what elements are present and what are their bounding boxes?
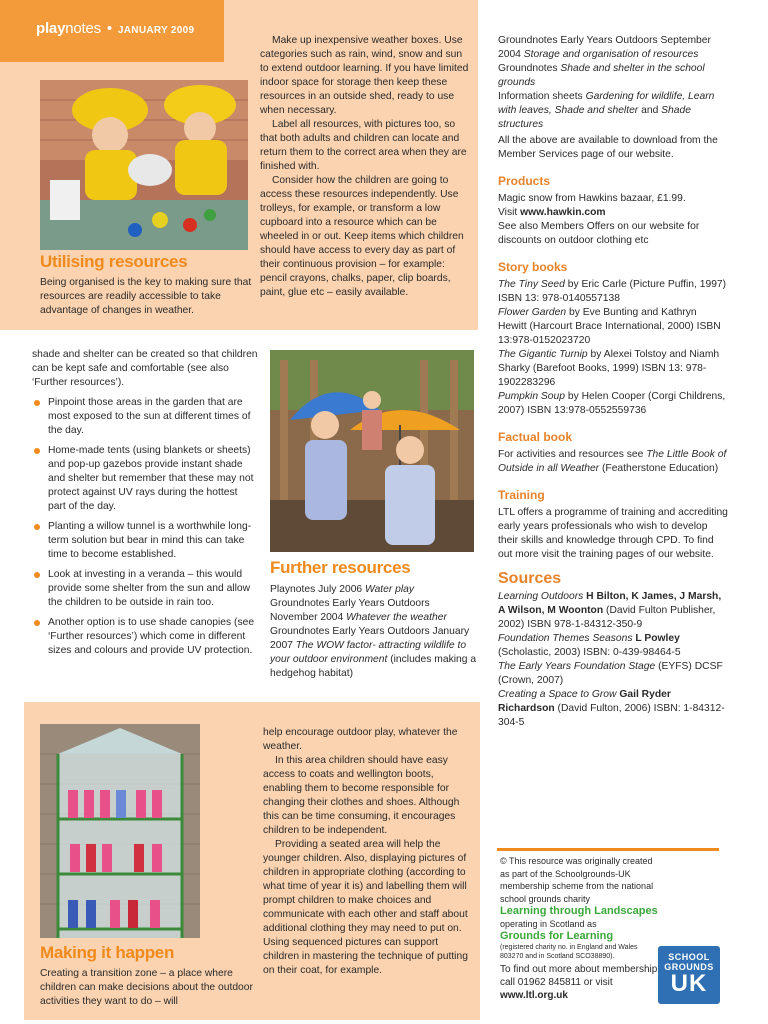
list-item: Look at investing in a veranda – this would provide some shelter from the sun and allow the children to be outside in rain too. bbox=[32, 568, 258, 610]
download-note: All the above are available to download from the Member Services page of our website. bbox=[498, 135, 718, 160]
shade-intro: shade and shelter can be created so that children can be kept safe and comfortable (see also ‘Further resources’). bbox=[32, 349, 258, 388]
list-item: Home-made tents (using blankets or sheets) and pop-up gazebos provide instant shade and shelter but remember that these may not protect against UV rays during the hottest part of the day. bbox=[32, 444, 258, 514]
photo-boot-rack bbox=[40, 724, 200, 938]
utilising-body bbox=[260, 34, 472, 300]
making-p1: help encourage outdoor play, whatever the weather. bbox=[263, 727, 458, 752]
ltl-website-link[interactable]: www.ltl.org.uk bbox=[500, 989, 568, 1001]
further-ref-3: Groundnotes Early Years Outdoors January 2007 The WOW factor- attracting wildlife to your outdoor environment (includes making a hedgehog habitat) bbox=[270, 626, 477, 679]
gfl-name: Grounds for Learning bbox=[500, 930, 614, 942]
heading-products: Products bbox=[498, 174, 551, 188]
utilising-p3: Consider how the children are going to access these resources independently. Use trolleys, for example, or transform a low cupboard into a resource which can be wheeled in or out. Keep items which children should have access to every day as part of their continuous provision – for example: pencil crayons, chalks, paper, clip boards, paint, glue etc – easily available. bbox=[260, 175, 464, 298]
hawkin-link[interactable]: www.hawkin.com bbox=[520, 207, 606, 218]
heading-utilising-resources: Utilising resources bbox=[40, 252, 188, 271]
school-grounds-uk-logo bbox=[658, 946, 720, 1004]
utilising-p1: Make up inexpensive weather boxes. Use categories such as rain, wind, snow and sun to extend outdoor learning. If you have limited indoor space for storage then keep these resources in an outside shed, ready to use when necessary. bbox=[260, 35, 469, 116]
photo-children-raincoats bbox=[40, 80, 248, 250]
further-ref-2: Groundnotes Early Years Outdoors November 2004 Whatever the weather bbox=[270, 598, 447, 623]
making-p3: Providing a seated area will help the younger children. Also, displaying pictures of children in appropriate clothing (according to what time of year it is) and labelling them will prompt children to make choices and communicate with each other and staff about additional clothing they may need to put on. Using sequenced pictures can support children in mastering the technique of putting on their coat, for example. bbox=[263, 839, 468, 976]
utilising-p2: Label all resources, with pictures too, so that both adults and children can locate and return them to the correct area when they are finished with. bbox=[260, 119, 467, 172]
heading-sources: Sources bbox=[498, 570, 562, 587]
ltl-name: Learning through Landscapes bbox=[500, 905, 658, 917]
photo-children-umbrellas bbox=[270, 350, 474, 552]
brand-play: play bbox=[36, 20, 66, 37]
utilising-intro: Being organised is the key to making sure that resources are readily accessible to take advantage of changes in weather. bbox=[40, 277, 252, 316]
ground-ref-1: Groundnotes Early Years Outdoors September 2004 Storage and organisation of resources bbox=[498, 35, 711, 60]
products-line-2: Visit www.hawkin.com bbox=[498, 207, 606, 218]
making-body bbox=[263, 726, 473, 978]
story-ref-4: Pumpkin Soup by Helen Cooper (Corgi Childrens, 2007) ISBN 13:978-0552559736 bbox=[498, 391, 726, 416]
contact-line: To find out more about membership call 01962 845811 or visit www.ltl.org.uk bbox=[500, 963, 658, 1001]
source-ref-1: Learning Outdoors H Bilton, K James, J Marsh, A Wilson, M Woonton (David Fulton Publisher, 2002) ISBN 978-1-84312-350-9 bbox=[498, 591, 722, 630]
logo-line-1: SCHOOL bbox=[668, 952, 710, 962]
training-text: LTL offers a programme of training and accrediting early years professionals who wish to develop their skills and knowledge through CPD. To find out more visit the training pages of our website. bbox=[498, 507, 728, 560]
list-item: Another option is to use shade canopies (see ‘Further resources’) which come in different sizes and colours and provide UV protection. bbox=[32, 616, 258, 658]
heading-story-books: Story books bbox=[498, 260, 568, 274]
credit-block bbox=[500, 855, 662, 1002]
ground-ref-3: Information sheets Gardening for wildlife, Learn with leaves, Shade and shelter and Shade structures bbox=[498, 91, 715, 130]
logo-line-3: UK bbox=[670, 970, 708, 997]
credit-divider bbox=[497, 848, 719, 851]
products-line-3: See also Members Offers on our website for discounts on outdoor clothing etc bbox=[498, 221, 700, 246]
further-list bbox=[270, 583, 480, 681]
heading-factual-book: Factual book bbox=[498, 430, 573, 444]
heading-training: Training bbox=[498, 488, 545, 502]
logo-line-2: GROUNDS bbox=[664, 962, 714, 972]
source-ref-4: Creating a Space to Grow Gail Ryder Richardson (David Fulton, 2006) ISBN: 1-84312-304-5 bbox=[498, 689, 725, 728]
heading-making-it-happen: Making it happen bbox=[40, 943, 175, 962]
issue-date: JANUARY 2009 bbox=[117, 25, 195, 36]
charity-number: (registered charity no. in England and Wales 803270 and in Scotland SCO38890). bbox=[500, 943, 638, 960]
masthead bbox=[36, 20, 194, 37]
heading-further-resources: Further resources bbox=[270, 558, 411, 577]
credit-text: © This resource was originally created as part of the Schoolgrounds-UK membership scheme from the national school grounds charity bbox=[500, 856, 654, 904]
story-ref-2: Flower Garden by Eve Bunting and Kathryn Hewitt (Harcourt Brace International, 2000) ISBN 13:978-0152023720 bbox=[498, 307, 721, 346]
source-ref-2: Foundation Themes Seasons L Powley (Scholastic, 2003) ISBN: 0-439-98464-5 bbox=[498, 633, 681, 658]
shade-section bbox=[32, 348, 258, 664]
further-ref-1: Playnotes July 2006 Water play bbox=[270, 584, 415, 595]
products-line-1: Magic snow from Hawkins bazaar, £1.99. bbox=[498, 193, 686, 204]
making-p2: In this area children should have easy access to coats and wellington boots, enabling them to become responsible for changing their clothes and shoes. Although this can be time consuming, it encourages children to be independent. bbox=[263, 755, 460, 836]
ground-ref-2: Groundnotes Shade and shelter in the school grounds bbox=[498, 63, 705, 88]
source-ref-3: The Early Years Foundation Stage (EYFS) DCSF (Crown, 2007) bbox=[498, 661, 723, 686]
shade-bullets bbox=[32, 396, 258, 658]
list-item: Pinpoint those areas in the garden that are most exposed to the sun at different times of the day. bbox=[32, 396, 258, 438]
right-column bbox=[498, 34, 728, 730]
story-ref-1: The Tiny Seed by Eric Carle (Picture Puffin, 1997) ISBN 13: 978-0140557138 bbox=[498, 279, 727, 304]
list-item: Planting a willow tunnel is a worthwhile long-term solution but bear in mind this can take time to become established. bbox=[32, 520, 258, 562]
brand-notes: notes bbox=[65, 20, 101, 37]
scotland-note: operating in Scotland as bbox=[500, 918, 597, 929]
story-ref-3: The Gigantic Turnip by Alexei Tolstoy and Niamh Sharky (Barefoot Books, 1999) ISBN 13: 978-1902283296 bbox=[498, 349, 720, 388]
factual-ref: For activities and resources see The Little Book of Outside in all Weather (Featherstone Education) bbox=[498, 449, 727, 474]
separator: • bbox=[106, 20, 112, 37]
making-intro: Creating a transition zone – a place where children can make decisions about the outdoor activities they want to do – will bbox=[40, 968, 253, 1007]
